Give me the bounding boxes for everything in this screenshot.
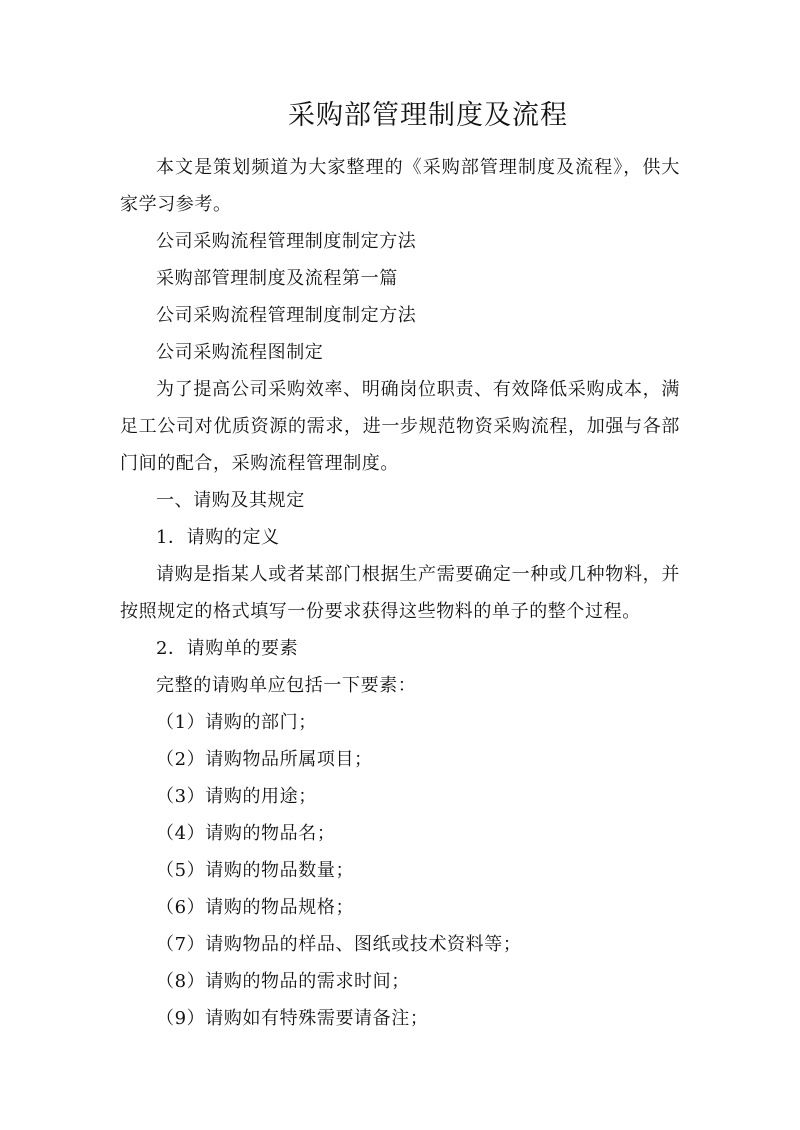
document-title: 采购部管理制度及流程 <box>288 100 568 131</box>
list-item: （5）请购的物品数量； <box>156 860 355 881</box>
paragraph-heading-flowchart: 公司采购流程图制定 <box>156 342 324 363</box>
list-item: （2）请购物品所属项目； <box>156 749 373 770</box>
paragraph-heading-method-2: 公司采购流程管理制度制定方法 <box>156 305 417 326</box>
list-item: （6）请购的物品规格； <box>156 897 355 918</box>
paragraph-definition: 请购是指某人或者某部门根据生产需要确定一种或几种物料，并按照规定的格式填写一份要求获得这些物料的单子的整个过程。 <box>120 564 680 622</box>
subheading-definition: 1．请购的定义 <box>156 527 280 548</box>
subheading-elements: 2．请购单的要素 <box>156 638 299 659</box>
list-item: （9）请购如有特殊需要请备注； <box>156 1008 429 1029</box>
paragraph-intro: 本文是策划频道为大家整理的《采购部管理制度及流程》，供大家学习参考。 <box>120 157 680 215</box>
list-item: （4）请购的物品名； <box>156 823 336 844</box>
list-item: （8）请购的物品的需求时间； <box>156 971 410 992</box>
paragraph-elements-intro: 完整的请购单应包括一下要素： <box>156 675 417 696</box>
list-item: （1）请购的部门； <box>156 712 317 733</box>
paragraph-purpose: 为了提高公司采购效率、明确岗位职责、有效降低采购成本，满足工公司对优质资源的需求，进一步规范物资采购流程，加强与各部门间的配合，采购流程管理制度。 <box>120 379 680 474</box>
list-item: （7）请购物品的样品、图纸或技术资料等； <box>156 934 522 955</box>
paragraph-heading-first: 采购部管理制度及流程第一篇 <box>156 268 398 289</box>
list-item: （3）请购的用途； <box>156 786 317 807</box>
document-body <box>120 149 680 1037</box>
section-heading-1: 一、请购及其规定 <box>156 490 305 511</box>
paragraph-heading-method: 公司采购流程管理制度制定方法 <box>156 231 417 252</box>
